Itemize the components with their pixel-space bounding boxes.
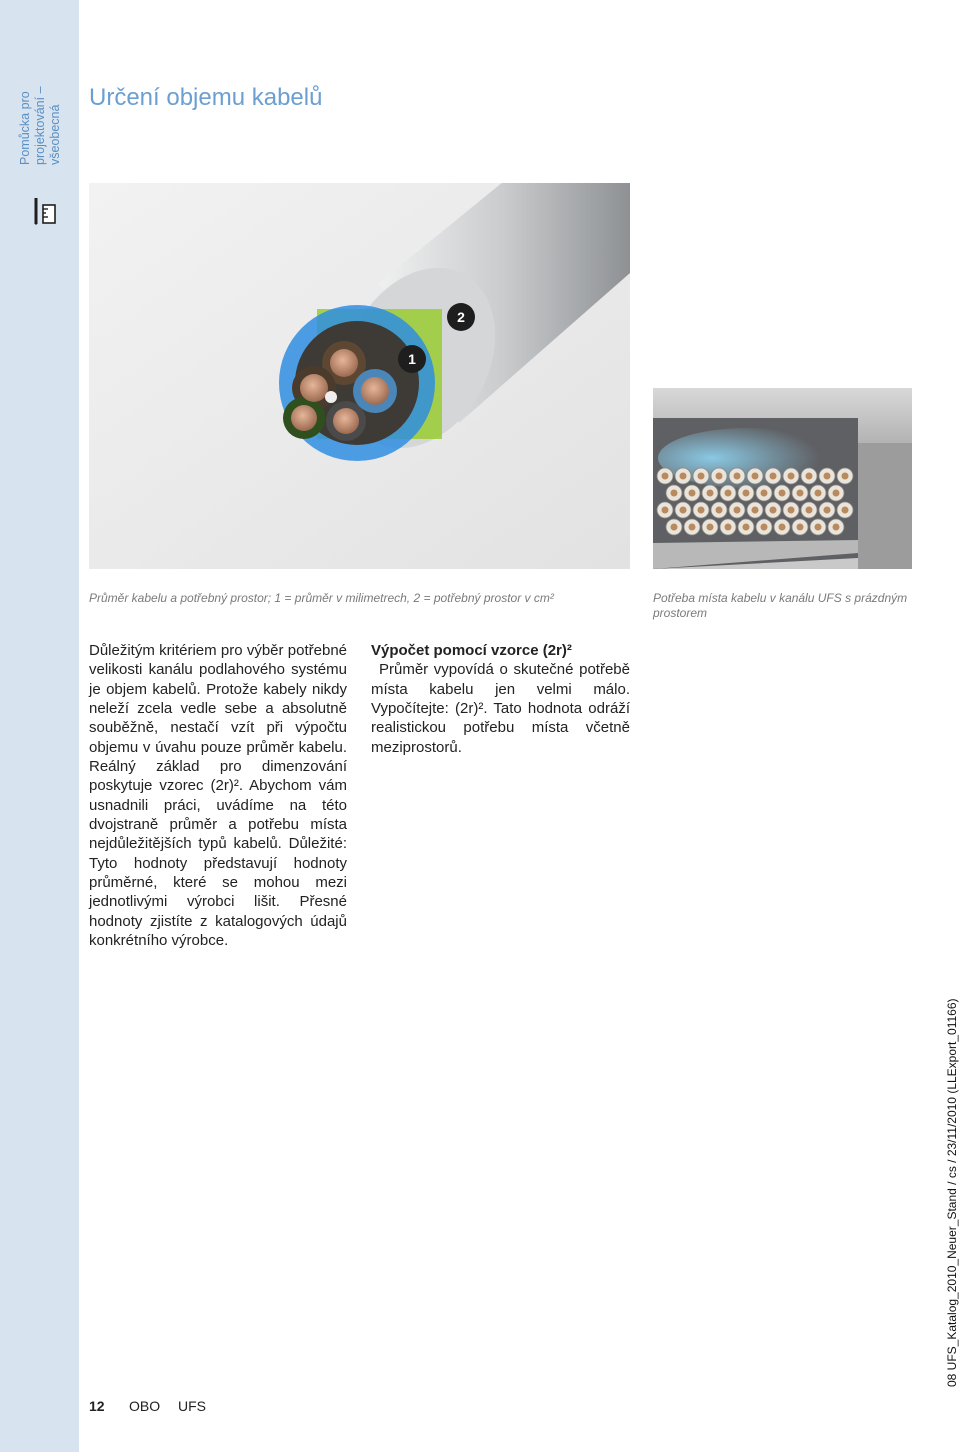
footer-brand: OBO	[129, 1398, 161, 1414]
caption-left: Průměr kabelu a potřebný prostor; 1 = průměr v milimetrech, 2 = potřebný prostor v cm²	[89, 591, 554, 605]
cable-cross-section-photo	[89, 183, 630, 569]
body-text-left: Důležitým kritériem pro výběr potřebné velikosti kanálu podlahového systému je objem kabelů. Protože kabely nikdy neleží zcela vedle sebe a absolutně souběžně, nestačí vzít při výpočtu objemu v úvahu pouze průměr kabelu. Reálný základ pro dimenzování poskytuje vzorec (2r)². Abychom vám usnadnili práci, uvádíme na této dvojstraně průměr a potřebu místa nejdůležitějších typů kabelů. Důležité: Tyto hodnoty představují hodnoty průměrné, které se mohou mezi jednotlivými výrobci lišit. Přesné hodnoty zjistíte z katalogových údajů konkrétního výrobce.	[89, 642, 347, 950]
ruler-pencil-icon	[33, 197, 57, 225]
caption-right: Potřeba místa kabelu v kanálu UFS s prázdným prostorem	[653, 591, 908, 620]
catalog-id: 08 UFS_Katalog_2010_Neuer_Stand / cs / 23/11/2010 (LLExport_01166)	[945, 998, 959, 1387]
ufs-channel-photo	[653, 388, 912, 569]
formula-section	[371, 641, 630, 757]
section-label-line-1: Pomůcka pro	[18, 91, 32, 165]
section-label-line-2: projektování –	[33, 86, 47, 165]
badge-1: 1	[408, 351, 416, 367]
formula-text: Průměr vypovídá o skutečné potřebě místa kabelu jen velmi málo. Vypočítejte: (2r)². Tato hodnota odráží realistickou potřebu místa včetně meziprostorů.	[371, 661, 630, 756]
formula-heading: Výpočet pomocí vzorce (2r)²	[371, 642, 572, 659]
badge-2: 2	[457, 309, 465, 325]
section-label	[18, 5, 63, 165]
sidebar	[0, 0, 79, 1452]
footer-product: UFS	[178, 1398, 206, 1414]
page-number: 12	[89, 1398, 105, 1414]
section-label-line-3: všeobecná	[48, 104, 62, 165]
page-title: Určení objemu kabelů	[89, 84, 323, 111]
